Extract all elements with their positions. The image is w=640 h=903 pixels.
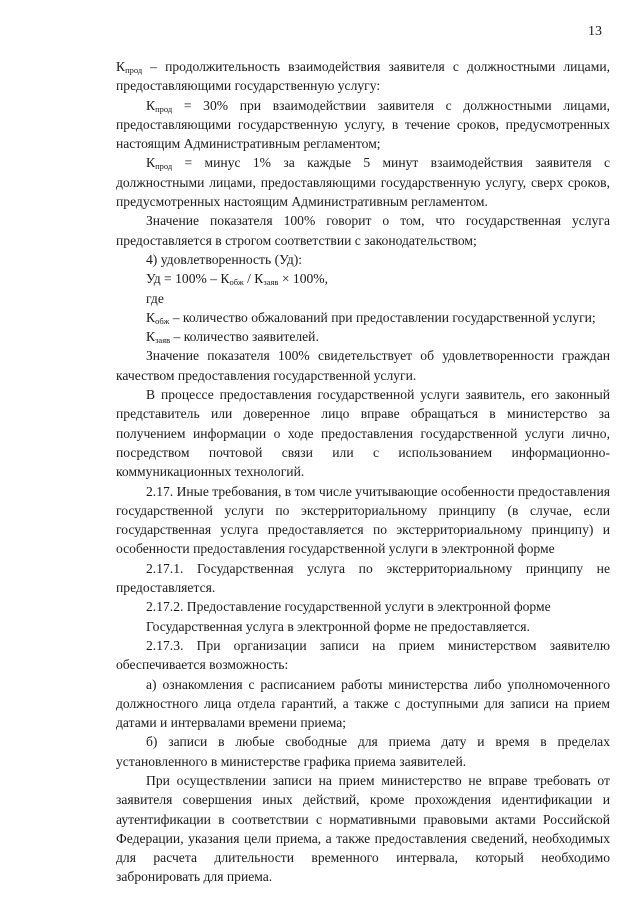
paragraph-p6: Уд = $100\% - К_{обж} / К_{заяв} \times 100\%$, — [146, 271, 329, 288]
paragraph-p18: б) записи в любые свободные для приема дату и время в пределах установленного в министерстве графика приема заявителей. — [116, 734, 610, 769]
paragraph-p1 — [116, 57, 610, 96]
paragraph-p16: 2.17.3. При организации записи на прием министерством заявителю обеспечивается возможность: — [116, 637, 610, 673]
paragraph-p14: 2.17.2. Предоставление государственной услуги в электронной форме — [146, 599, 551, 615]
coefficient-symbol: $К_{прод}$ — [116, 59, 143, 75]
paragraph-p5: 4) удовлетворенность (Уд): — [146, 251, 303, 267]
paragraph-p8 — [116, 308, 610, 327]
paragraph-p15: Государственная услуга в электронной форме не предоставляется. — [146, 618, 530, 634]
page-number: 13 — [588, 24, 602, 39]
paragraph-text: = минус 1% за каждые 5 минут взаимодействия заявителя с должностными лицами, предоставляющими государственную услугу, сверх сроков, предусмотренных настоящим Административным регламентом. — [116, 155, 610, 210]
coefficient-symbol: $К_{прод}$ — [146, 155, 173, 172]
paragraph-p11: В процессе предоставления государственной услуги заявитель, его законный представитель или доверенное лицо вправе обращаться в министерство за получением информации о ходе предоставления государственной услуги лично, посредством почтовой связи или с использованием информационно-коммуникационных технологий. — [116, 387, 610, 480]
coefficient-symbol: $К_{прод}$ — [146, 97, 173, 114]
document-body — [116, 57, 610, 887]
paragraph-p13: 2.17.1. Государственная услуга по экстерриториальному принципу не предоставляется. — [116, 560, 610, 596]
paragraph-text: – количество заявителей. — [170, 329, 319, 345]
paragraph-p2 — [116, 96, 610, 154]
paragraph-p17: а) ознакомления с расписанием работы министерства либо уполномоченного должностного лица отдела гарантий, а также с доступными для записи на прием датами и интервалами времени приема; — [116, 676, 610, 731]
coefficient-symbol: $К_{заяв}$ — [146, 329, 171, 346]
paragraph-p12: 2.17. Иные требования, в том числе учитывающие особенности предоставления государственной услуги по экстерриториальному принципу (в случае, если государственная услуга предоставляется по экстерриториальному принципу) и особенности предоставления государственной услуги в электронной форме — [116, 483, 610, 557]
paragraph-text: – количество обжалований при предоставлении государственной услуги; — [169, 309, 596, 325]
paragraph-p3 — [116, 153, 610, 211]
paragraph-p4: Значение показателя 100% говорит о том, что государственная услуга предоставляется в строгом соответствии с законодательством; — [116, 213, 610, 248]
paragraph-text: – продолжительность взаимодействия заявителя с должностными лицами, предоставляющими государственную услугу: — [116, 59, 610, 94]
coefficient-symbol: $К_{обж}$ — [146, 309, 170, 326]
paragraph-text: = 30% при взаимодействии заявителя с должностными лицами, предоставляющими государственную услугу, в течение сроков, предусмотренных настоящим Административным регламентом; — [116, 97, 610, 152]
paragraph-p10: Значение показателя 100% свидетельствует об удовлетворенности граждан качеством предоставления государственной услуги. — [116, 348, 610, 383]
paragraph-p7: где — [146, 290, 164, 306]
paragraph-p19: При осуществлении записи на прием министерство не вправе требовать от заявителя совершения иных действий, кроме прохождения идентификации и аутентификации в соответствии с нормативными правовыми актами Российской Федерации, указания цели приема, а также предоставления сведений, необходимых для расчета длительности временного интервала, который необходимо забронировать для приема. — [116, 772, 610, 885]
paragraph-p9 — [116, 327, 610, 346]
